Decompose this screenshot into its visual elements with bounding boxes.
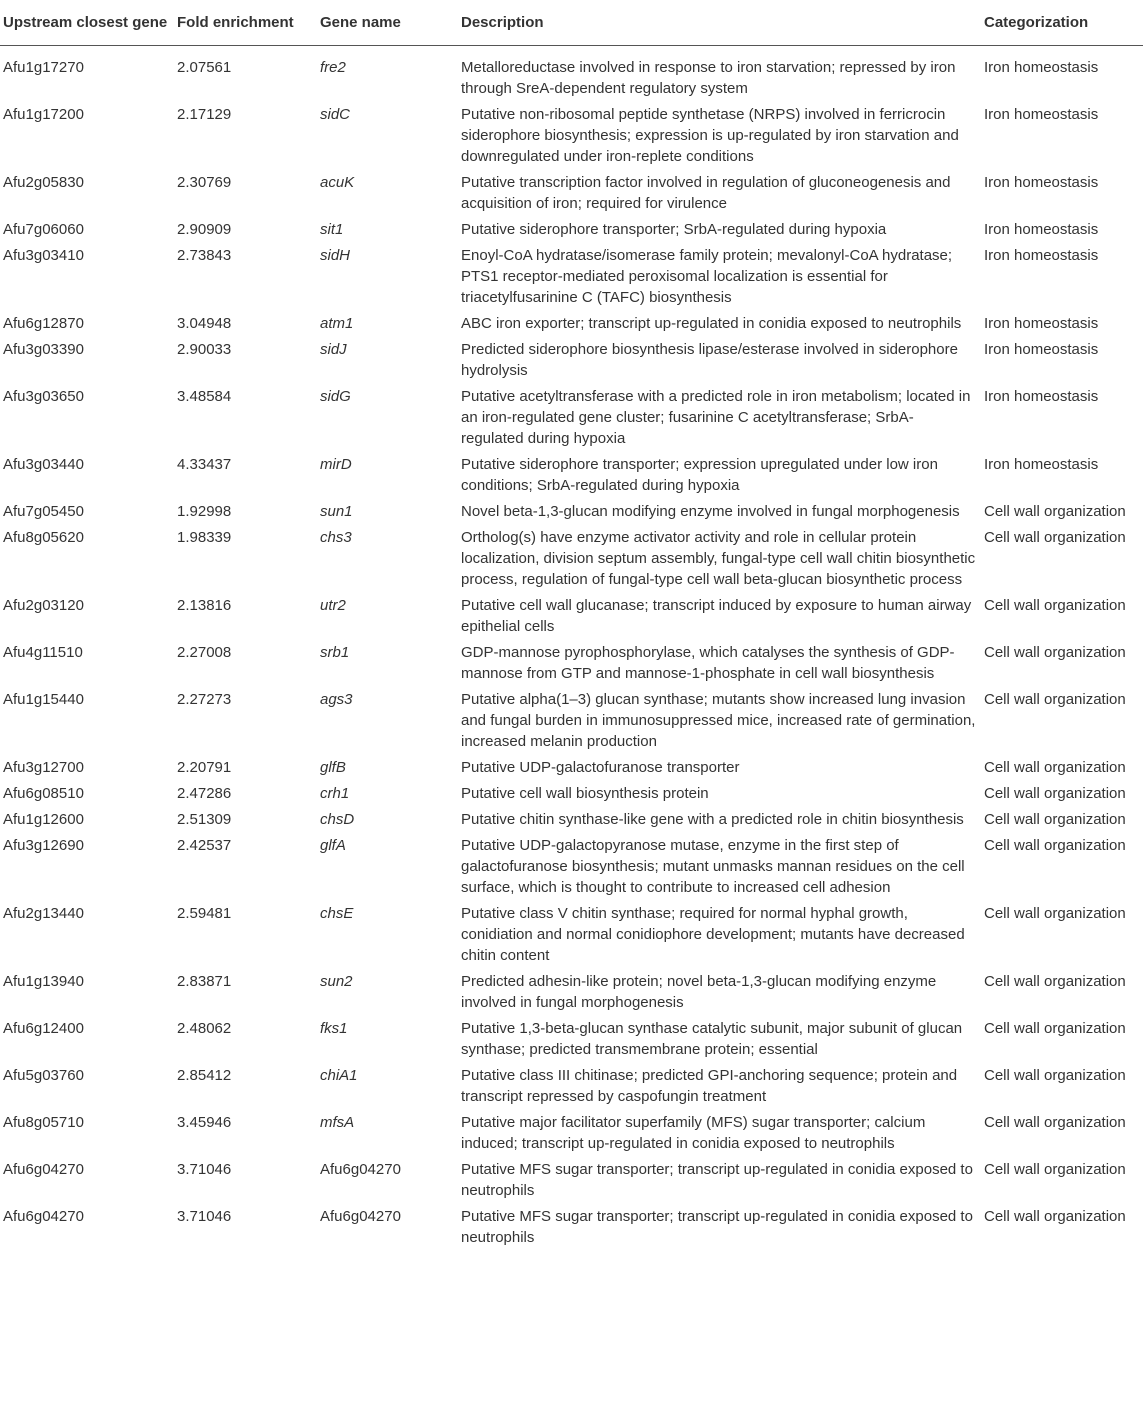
cell-upstream-gene: Afu7g06060 [3,221,84,238]
cell-fold-enrichment: 2.73843 [177,247,232,264]
cell-fold-enrichment: 1.92998 [177,503,232,520]
cell-fold-enrichment: 2.48062 [177,1020,232,1037]
table-body [0,46,1143,1251]
cell-fold-enrichment: 2.17129 [177,106,232,123]
cell-gene-name: sidC [320,106,351,123]
cell-fold-enrichment: 3.04948 [177,315,232,332]
cell-description: Predicted siderophore biosynthesis lipase/esterase involved in siderophore hydrolysis [461,341,958,379]
header-description: Description [457,0,980,46]
cell-categorization: Iron homeostasis [984,221,1099,238]
cell-gene-name: Afu6g04270 [320,1161,401,1178]
cell-description: Novel beta-1,3-glucan modifying enzyme involved in fungal morphogenesis [461,503,960,520]
table-row [0,383,1143,451]
cell-upstream-gene: Afu3g03440 [3,456,84,473]
cell-gene-name: chsD [320,811,355,828]
cell-categorization: Cell wall organization [984,837,1126,854]
cell-upstream-gene: Afu3g12700 [3,759,84,776]
cell-description: Putative MFS sugar transporter; transcript up-regulated in conidia exposed to neutrophils [461,1161,973,1199]
table-row [0,451,1143,498]
table-row [0,806,1143,832]
cell-upstream-gene: Afu1g17200 [3,106,84,123]
cell-gene-name: atm1 [320,315,354,332]
cell-gene-name: utr2 [320,597,346,614]
cell-gene-name: glfA [320,837,346,854]
cell-upstream-gene: Afu8g05710 [3,1114,84,1131]
table-row [0,498,1143,524]
cell-categorization: Iron homeostasis [984,456,1099,473]
cell-gene-name: mfsA [320,1114,355,1131]
cell-categorization: Cell wall organization [984,1067,1126,1084]
cell-categorization: Cell wall organization [984,905,1126,922]
header-upstream-gene: Upstream closest gene [0,0,173,46]
table-row [0,968,1143,1015]
cell-categorization: Cell wall organization [984,973,1126,990]
cell-categorization: Cell wall organization [984,1114,1126,1131]
table-row [0,780,1143,806]
cell-upstream-gene: Afu6g12400 [3,1020,84,1037]
cell-gene-name: sidJ [320,341,347,358]
cell-description: Ortholog(s) have enzyme activator activity and role in cellular protein localization, division septum assembly, fungal-type cell wall chitin biosynthetic process, regulation of fungal-type cell wall beta-glucan biosynthetic process [461,529,976,588]
table-row [0,1109,1143,1156]
cell-fold-enrichment: 3.45946 [177,1114,232,1131]
cell-description: Predicted adhesin-like protein; novel beta-1,3-glucan modifying enzyme involved in fungal morphogenesis [461,973,937,1011]
cell-categorization: Cell wall organization [984,811,1126,828]
cell-categorization: Iron homeostasis [984,388,1099,405]
cell-description: GDP-mannose pyrophosphorylase, which catalyses the synthesis of GDP-mannose from GTP and mannose-1-phosphate in cell wall biosynthesis [461,644,955,682]
cell-categorization: Cell wall organization [984,759,1126,776]
cell-categorization: Iron homeostasis [984,59,1099,76]
cell-categorization: Cell wall organization [984,691,1126,708]
cell-categorization: Cell wall organization [984,1208,1126,1225]
cell-upstream-gene: Afu7g05450 [3,503,84,520]
table-row [0,46,1143,102]
cell-fold-enrichment: 2.42537 [177,837,232,854]
header-categorization: Categorization [980,0,1143,46]
cell-description: Putative 1,3-beta-glucan synthase catalytic subunit, major subunit of glucan synthase; predicted transmembrane protein; essential [461,1020,963,1058]
table-row [0,101,1143,169]
cell-fold-enrichment: 2.51309 [177,811,232,828]
header-fold-enrichment: Fold enrichment [173,0,316,46]
cell-gene-name: acuK [320,174,355,191]
table-row [0,754,1143,780]
table-row [0,1203,1143,1250]
cell-description: Putative UDP-galactopyranose mutase, enzyme in the first step of galactofuranose biosynthesis; mutant unmasks mannan residues on the cell surface, which is thought to contribute to increased cell adhesion [461,837,965,896]
table-row [0,216,1143,242]
cell-gene-name: glfB [320,759,346,776]
cell-gene-name: fre2 [320,59,346,76]
table-row [0,686,1143,754]
cell-gene-name: Afu6g04270 [320,1208,401,1225]
cell-fold-enrichment: 3.71046 [177,1161,232,1178]
cell-description: Putative cell wall glucanase; transcript induced by exposure to human airway epithelial cells [461,597,972,635]
cell-upstream-gene: Afu3g03650 [3,388,84,405]
cell-fold-enrichment: 4.33437 [177,456,232,473]
cell-description: Metalloreductase involved in response to iron starvation; repressed by iron through SreA-dependent regulatory system [461,59,956,97]
table-row [0,1062,1143,1109]
cell-gene-name: sidG [320,388,351,405]
cell-categorization: Cell wall organization [984,1161,1126,1178]
cell-upstream-gene: Afu3g12690 [3,837,84,854]
cell-upstream-gene: Afu2g05830 [3,174,84,191]
cell-gene-name: chsE [320,905,354,922]
table-row [0,524,1143,592]
cell-upstream-gene: Afu2g03120 [3,597,84,614]
cell-upstream-gene: Afu3g03390 [3,341,84,358]
cell-categorization: Iron homeostasis [984,174,1099,191]
cell-description: Putative acetyltransferase with a predicted role in iron metabolism; located in an iron-regulated gene cluster; fusarinine C acetyltransferase; SrbA-regulated during hypoxia [461,388,971,447]
cell-description: Putative MFS sugar transporter; transcript up-regulated in conidia exposed to neutrophils [461,1208,973,1246]
cell-gene-name: crh1 [320,785,350,802]
cell-fold-enrichment: 2.59481 [177,905,232,922]
cell-description: Putative alpha(1–3) glucan synthase; mutants show increased lung invasion and fungal burden in immunosuppressed mice, increased rate of germination, increased melanin production [461,691,976,750]
cell-fold-enrichment: 2.20791 [177,759,232,776]
cell-upstream-gene: Afu1g13940 [3,973,84,990]
cell-categorization: Iron homeostasis [984,247,1099,264]
cell-gene-name: mirD [320,456,352,473]
table-row [0,900,1143,968]
header-gene-name: Gene name [316,0,457,46]
cell-fold-enrichment: 3.71046 [177,1208,232,1225]
table-row [0,1156,1143,1203]
cell-gene-name: sun1 [320,503,353,520]
cell-fold-enrichment: 2.47286 [177,785,232,802]
cell-categorization: Iron homeostasis [984,315,1099,332]
table-row [0,1015,1143,1062]
table-row [0,832,1143,900]
cell-categorization: Cell wall organization [984,785,1126,802]
cell-fold-enrichment: 2.27008 [177,644,232,661]
cell-gene-name: sidH [320,247,351,264]
cell-upstream-gene: Afu6g12870 [3,315,84,332]
cell-fold-enrichment: 2.83871 [177,973,232,990]
cell-upstream-gene: Afu1g17270 [3,59,84,76]
cell-upstream-gene: Afu1g12600 [3,811,84,828]
cell-description: Putative class V chitin synthase; required for normal hyphal growth, conidiation and normal conidiophore development; mutants have decreased chitin content [461,905,965,964]
cell-fold-enrichment: 2.30769 [177,174,232,191]
table-row [0,310,1143,336]
cell-upstream-gene: Afu1g15440 [3,691,84,708]
cell-description: ABC iron exporter; transcript up-regulated in conidia exposed to neutrophils [461,315,962,332]
cell-upstream-gene: Afu6g04270 [3,1208,84,1225]
cell-description: Enoyl-CoA hydratase/isomerase family protein; mevalonyl-CoA hydratase; PTS1 receptor-mediated peroxisomal localization is essential for triacetylfusarinine C (TAFC) biosynthesis [461,247,953,306]
cell-categorization: Cell wall organization [984,644,1126,661]
cell-gene-name: sit1 [320,221,344,238]
cell-fold-enrichment: 1.98339 [177,529,232,546]
cell-gene-name: chs3 [320,529,352,546]
cell-description: Putative siderophore transporter; SrbA-regulated during hypoxia [461,221,887,238]
cell-upstream-gene: Afu4g11510 [3,644,83,661]
cell-categorization: Cell wall organization [984,503,1126,520]
cell-fold-enrichment: 2.27273 [177,691,232,708]
cell-description: Putative class III chitinase; predicted GPI-anchoring sequence; protein and transcript repressed by caspofungin treatment [461,1067,958,1105]
cell-upstream-gene: Afu3g03410 [3,247,84,264]
cell-categorization: Iron homeostasis [984,341,1099,358]
cell-upstream-gene: Afu6g08510 [3,785,84,802]
table-header [0,0,1143,46]
cell-fold-enrichment: 2.85412 [177,1067,232,1084]
cell-gene-name: sun2 [320,973,353,990]
cell-fold-enrichment: 2.07561 [177,59,232,76]
table-row [0,592,1143,639]
cell-description: Putative transcription factor involved in regulation of gluconeogenesis and acquisition of iron; required for virulence [461,174,951,212]
cell-description: Putative siderophore transporter; expression upregulated under low iron conditions; SrbA-regulated during hypoxia [461,456,938,494]
header-row [0,0,1143,46]
cell-fold-enrichment: 2.90033 [177,341,232,358]
cell-upstream-gene: Afu6g04270 [3,1161,84,1178]
cell-description: Putative cell wall biosynthesis protein [461,785,709,802]
cell-upstream-gene: Afu8g05620 [3,529,84,546]
cell-description: Putative UDP-galactofuranose transporter [461,759,740,776]
cell-fold-enrichment: 2.90909 [177,221,232,238]
cell-categorization: Iron homeostasis [984,106,1099,123]
cell-fold-enrichment: 3.48584 [177,388,232,405]
table-row [0,169,1143,216]
cell-fold-enrichment: 2.13816 [177,597,232,614]
cell-upstream-gene: Afu5g03760 [3,1067,84,1084]
cell-categorization: Cell wall organization [984,529,1126,546]
table-row [0,242,1143,310]
cell-description: Putative non-ribosomal peptide synthetase (NRPS) involved in ferricrocin siderophore biosynthesis; expression is up-regulated by iron starvation and downregulated under iron-replete conditions [461,106,959,165]
table-row [0,639,1143,686]
cell-upstream-gene: Afu2g13440 [3,905,84,922]
cell-gene-name: fks1 [320,1020,348,1037]
cell-categorization: Cell wall organization [984,1020,1126,1037]
cell-gene-name: srb1 [320,644,350,661]
cell-gene-name: chiA1 [320,1067,358,1084]
table-row [0,336,1143,383]
cell-categorization: Cell wall organization [984,597,1126,614]
cell-gene-name: ags3 [320,691,353,708]
cell-description: Putative chitin synthase-like gene with a predicted role in chitin biosynthesis [461,811,964,828]
cell-description: Putative major facilitator superfamily (MFS) sugar transporter; calcium induced; transcript up-regulated in conidia exposed to neutrophils [461,1114,926,1152]
